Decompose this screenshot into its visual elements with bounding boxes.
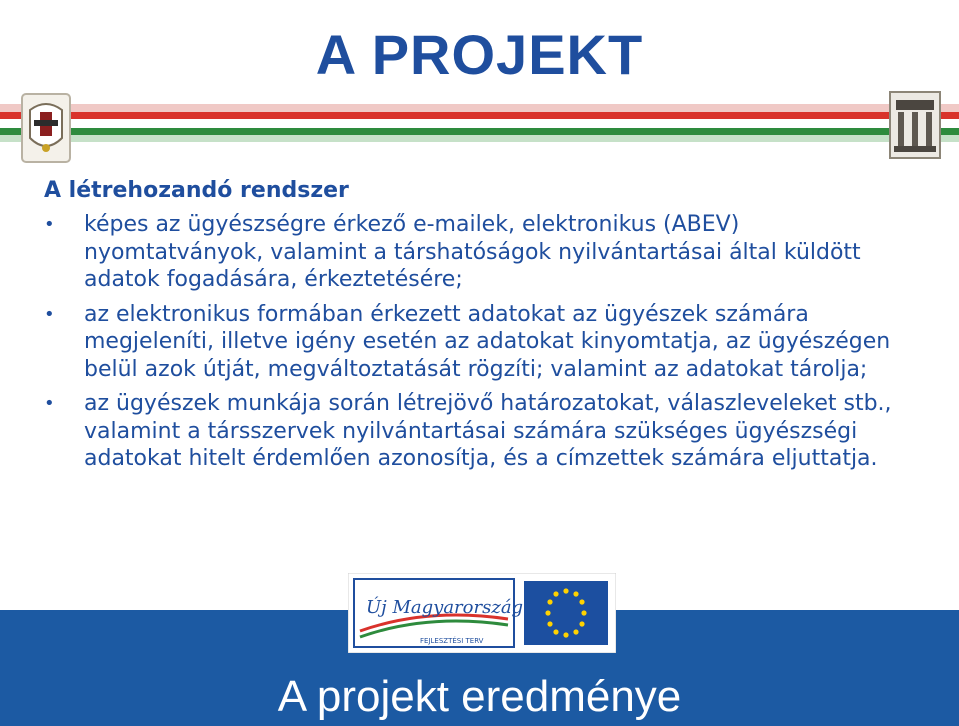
stripe-red bbox=[0, 112, 959, 119]
bullet-list bbox=[40, 211, 920, 480]
flag-stripes bbox=[0, 104, 959, 144]
eu-logo-sub-text: FEJLESZTÉSI TERV bbox=[420, 637, 484, 645]
uj-magyarorszag-logo bbox=[348, 573, 616, 653]
stripe-top-light-red bbox=[0, 104, 959, 112]
section-heading: A létrehozandó rendszer bbox=[44, 178, 349, 203]
bullet-marker: • bbox=[44, 393, 55, 414]
bullet-marker: • bbox=[44, 303, 55, 325]
bullet-text: az elektronikus formában érkezett adatokat az ügyészek számára megjeleníti, illetve igény esetén az adatokat kinyomtatja, az ügyészégen belül azok útját, megváltoztatását rögzíti; valamint az adatokat tárolja; bbox=[84, 301, 891, 382]
bullet-text: képes az ügyészségre érkező e-mailek, elektronikus (ABEV) nyomtatványok, valamint a társhatóságok nyilvántartásai által küldött adatok fogadására, érkeztetésére; bbox=[84, 212, 861, 292]
slide-subtitle: A projekt eredménye bbox=[277, 672, 682, 721]
stripe-green bbox=[0, 128, 959, 135]
bullet-text: az ügyészek munkája során létrejövő határozatokat, válaszleveleket stb., valamint a társszervek nyilvántartásai számára szükséges ügyészségi adatokat hitelt érdemlően azonosítja, és a címzettek számára eljuttatja. bbox=[84, 391, 892, 471]
slide-title: A PROJEKT bbox=[315, 23, 644, 86]
list-item bbox=[40, 390, 920, 473]
stripe-white bbox=[0, 119, 959, 128]
eu-logo-main-text: Új Magyarország bbox=[366, 597, 524, 618]
list-item bbox=[40, 301, 920, 384]
prosecution-crest-icon bbox=[20, 92, 72, 164]
bullet-marker: • bbox=[44, 214, 55, 235]
institution-building-icon bbox=[888, 90, 942, 160]
list-item bbox=[40, 211, 920, 294]
stripe-bottom-light-green bbox=[0, 135, 959, 142]
